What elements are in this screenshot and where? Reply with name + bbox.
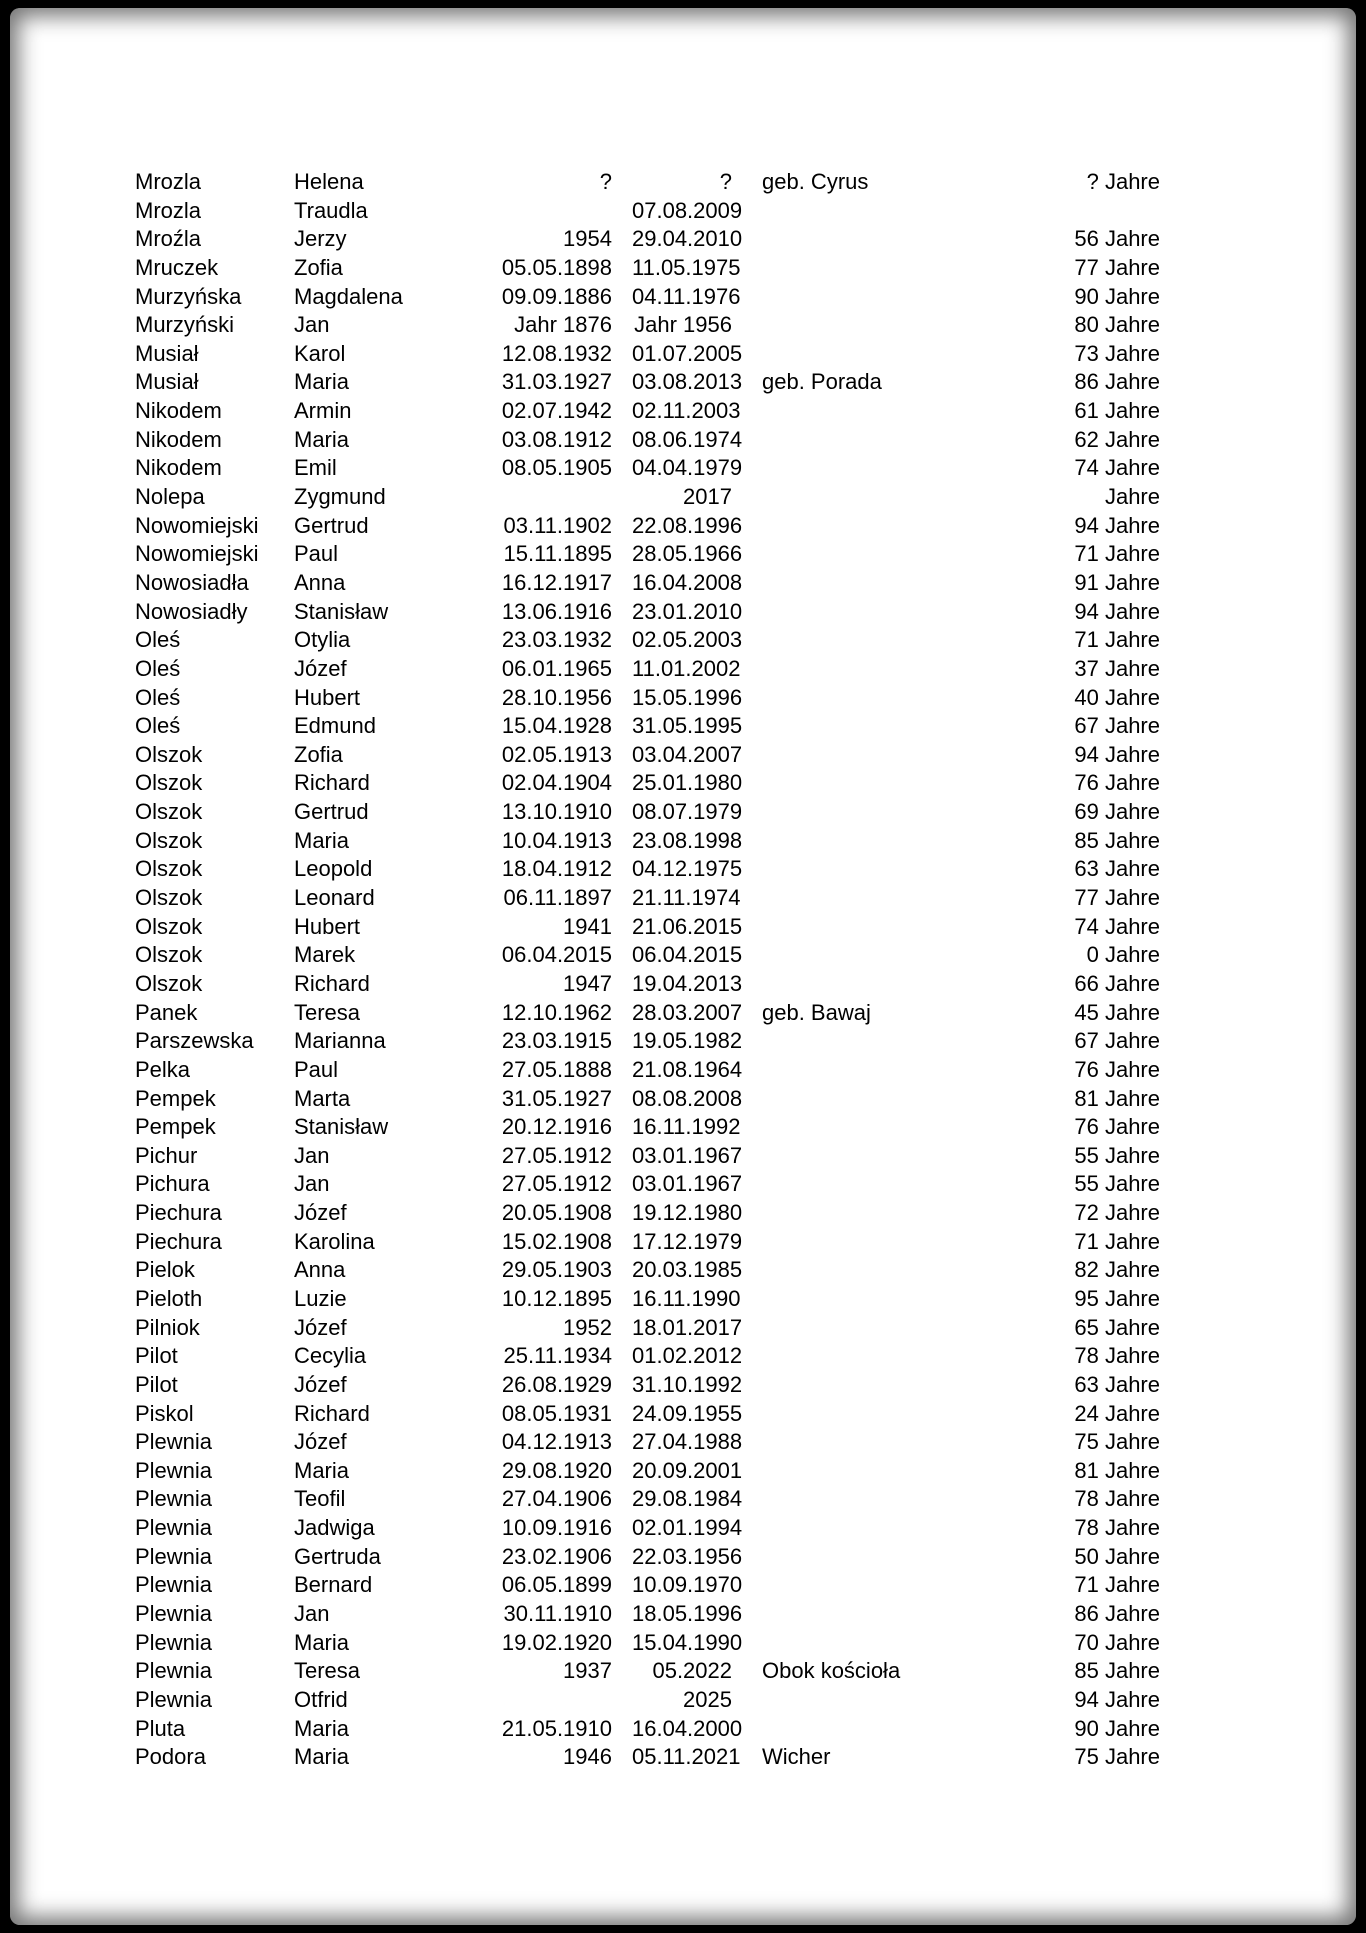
birth-date-cell: 08.05.1905 xyxy=(501,455,612,481)
note-cell: Wicher xyxy=(762,1744,831,1770)
age-cell: 71 Jahre xyxy=(1074,1228,1160,1254)
surname-cell: Olszok xyxy=(135,856,203,882)
surname-cell: Pilniok xyxy=(135,1314,200,1340)
surname-cell: Pieloth xyxy=(135,1285,203,1311)
first-name-cell: Józef xyxy=(294,1314,347,1340)
birth-date-cell: 15.04.1928 xyxy=(501,713,612,739)
age-cell: 55 Jahre xyxy=(1074,1171,1160,1197)
birth-date-cell: 13.06.1916 xyxy=(501,598,612,624)
surname-cell: Nikodem xyxy=(135,455,222,481)
age-cell: 71 Jahre xyxy=(1074,541,1160,567)
birth-date-cell: 23.02.1906 xyxy=(501,1543,612,1569)
first-name-cell: Emil xyxy=(294,455,337,481)
age-cell: 76 Jahre xyxy=(1074,1114,1160,1140)
age-cell: 78 Jahre xyxy=(1074,1486,1160,1512)
note-cell: geb. Porada xyxy=(762,369,882,395)
age-cell: 67 Jahre xyxy=(1074,1028,1160,1054)
first-name-cell: Hubert xyxy=(294,913,361,939)
birth-date-cell: 1952 xyxy=(563,1314,612,1340)
death-date-cell: 22.08.1996 xyxy=(632,512,743,538)
surname-cell: Pempek xyxy=(135,1114,216,1140)
first-name-cell: Helena xyxy=(294,169,364,194)
death-date-cell: 11.05.1975 xyxy=(632,254,741,280)
death-date-cell: ? xyxy=(719,169,732,194)
death-date-cell: 16.04.2000 xyxy=(632,1715,743,1741)
death-date-cell: 02.11.2003 xyxy=(632,398,741,424)
birth-date-cell: 29.05.1903 xyxy=(501,1257,612,1283)
first-name-cell: Leopold xyxy=(294,856,373,882)
birth-date-cell: 10.12.1895 xyxy=(501,1285,612,1311)
death-date-cell: 03.04.2007 xyxy=(632,741,743,767)
death-date-cell: 27.04.1988 xyxy=(632,1429,743,1455)
birth-date-cell: 19.02.1920 xyxy=(501,1629,612,1655)
surname-cell: Piechura xyxy=(135,1200,222,1226)
age-cell: 66 Jahre xyxy=(1074,970,1160,996)
birth-date-cell: 21.05.1910 xyxy=(501,1715,612,1741)
birth-date-cell: 30.11.1910 xyxy=(503,1601,612,1627)
surname-cell: Panek xyxy=(135,999,198,1025)
death-date-cell: 08.06.1974 xyxy=(632,426,743,452)
surname-cell: Pilot xyxy=(135,1371,178,1397)
birth-date-cell: 02.05.1913 xyxy=(501,741,612,767)
age-cell: 85 Jahre xyxy=(1074,827,1160,853)
age-cell: 75 Jahre xyxy=(1074,1429,1160,1455)
death-date-cell: 18.05.1996 xyxy=(632,1601,743,1627)
first-name-cell: Traudla xyxy=(294,197,368,223)
first-name-cell: Jerzy xyxy=(294,226,347,252)
age-cell: 72 Jahre xyxy=(1074,1200,1160,1226)
death-date-cell: 08.08.2008 xyxy=(632,1085,743,1111)
surname-cell: Oleś xyxy=(135,655,181,681)
death-date-cell: 06.04.2015 xyxy=(632,942,743,968)
birth-date-cell: 27.05.1912 xyxy=(501,1171,612,1197)
death-date-cell: Jahr 1956 xyxy=(634,312,732,338)
surname-cell: Plewnia xyxy=(135,1601,213,1627)
death-date-cell: 24.09.1955 xyxy=(632,1400,743,1426)
death-date-cell: 01.02.2012 xyxy=(632,1343,743,1369)
birth-date-cell: 15.11.1895 xyxy=(503,541,612,567)
death-date-cell: 01.07.2005 xyxy=(632,340,743,366)
surname-cell: Podora xyxy=(135,1744,206,1770)
age-cell: 90 Jahre xyxy=(1074,283,1160,309)
death-date-cell: 04.12.1975 xyxy=(632,856,743,882)
birth-date-cell: 03.08.1912 xyxy=(501,426,612,452)
first-name-cell: Maria xyxy=(294,1457,350,1483)
death-date-cell: 16.04.2008 xyxy=(632,569,743,595)
death-date-cell: 25.01.1980 xyxy=(632,770,743,796)
first-name-cell: Stanisław xyxy=(294,598,389,624)
first-name-cell: Gertruda xyxy=(294,1543,381,1569)
surname-cell: Oleś xyxy=(135,627,181,653)
first-name-cell: Teresa xyxy=(294,999,361,1025)
surname-cell: Musiał xyxy=(135,340,199,366)
surname-cell: Nowomiejski xyxy=(135,541,259,567)
surname-cell: Plewnia xyxy=(135,1686,213,1712)
death-date-cell: 28.03.2007 xyxy=(632,999,743,1025)
age-cell: 95 Jahre xyxy=(1074,1285,1160,1311)
death-date-cell: 11.01.2002 xyxy=(632,655,741,681)
birth-date-cell: 04.12.1913 xyxy=(501,1429,612,1455)
age-cell: Jahre xyxy=(1104,484,1160,510)
surname-cell: Plewnia xyxy=(135,1543,213,1569)
first-name-cell: Karol xyxy=(294,340,346,366)
first-name-cell: Anna xyxy=(294,1257,346,1283)
birth-date-cell: 08.05.1931 xyxy=(501,1400,612,1426)
first-name-cell: Józef xyxy=(294,1200,347,1226)
first-name-cell: Teresa xyxy=(294,1658,361,1684)
surname-cell: Nikodem xyxy=(135,398,222,424)
first-name-cell: Zofia xyxy=(294,254,343,280)
birth-date-cell: 27.05.1912 xyxy=(501,1142,612,1168)
age-cell: 90 Jahre xyxy=(1074,1715,1160,1741)
age-cell: 40 Jahre xyxy=(1074,684,1160,710)
death-date-cell: 31.10.1992 xyxy=(632,1371,743,1397)
death-date-cell: 19.05.1982 xyxy=(632,1028,743,1054)
birth-date-cell: 10.09.1916 xyxy=(501,1515,612,1541)
first-name-cell: Zygmund xyxy=(294,484,386,510)
age-cell: 45 Jahre xyxy=(1074,999,1160,1025)
surname-cell: Nikodem xyxy=(135,426,222,452)
birth-date-cell: 1941 xyxy=(563,913,612,939)
first-name-cell: Marianna xyxy=(294,1028,386,1054)
surname-cell: Nowosiadła xyxy=(135,569,249,595)
death-date-cell: 03.01.1967 xyxy=(632,1142,743,1168)
birth-date-cell: 06.01.1965 xyxy=(501,655,612,681)
first-name-cell: Marek xyxy=(294,942,356,968)
birth-date-cell: 05.05.1898 xyxy=(501,254,612,280)
age-cell: 86 Jahre xyxy=(1074,369,1160,395)
death-date-cell: 03.08.2013 xyxy=(632,369,743,395)
document-page xyxy=(10,8,1356,1925)
death-date-cell: 20.03.1985 xyxy=(632,1257,743,1283)
first-name-cell: Zofia xyxy=(294,741,343,767)
first-name-cell: Bernard xyxy=(294,1572,373,1598)
first-name-cell: Karolina xyxy=(294,1228,375,1254)
death-date-cell: 21.08.1964 xyxy=(632,1056,743,1082)
age-cell: 91 Jahre xyxy=(1074,569,1160,595)
surname-cell: Murzyński xyxy=(135,312,235,338)
death-date-cell: 29.04.2010 xyxy=(632,226,743,252)
surname-cell: Pichura xyxy=(135,1171,210,1197)
surname-cell: Olszok xyxy=(135,970,203,996)
age-cell: 63 Jahre xyxy=(1074,1371,1160,1397)
birth-date-cell: 20.05.1908 xyxy=(501,1200,612,1226)
first-name-cell: Józef xyxy=(294,655,347,681)
age-cell: 85 Jahre xyxy=(1074,1658,1160,1684)
age-cell: 86 Jahre xyxy=(1074,1601,1160,1627)
age-cell: 94 Jahre xyxy=(1074,1686,1160,1712)
death-date-cell: 2025 xyxy=(683,1686,732,1712)
death-date-cell: 28.05.1966 xyxy=(632,541,743,567)
first-name-cell: Luzie xyxy=(294,1285,347,1311)
birth-date-cell: 23.03.1915 xyxy=(501,1028,612,1054)
first-name-cell: Richard xyxy=(294,1400,370,1426)
surname-cell: Olszok xyxy=(135,885,203,911)
age-cell: 63 Jahre xyxy=(1074,856,1160,882)
surname-cell: Plewnia xyxy=(135,1457,213,1483)
death-date-cell: 31.05.1995 xyxy=(632,713,743,739)
age-cell: 70 Jahre xyxy=(1074,1629,1160,1655)
surname-cell: Piskol xyxy=(135,1400,194,1426)
first-name-cell: Edmund xyxy=(294,713,376,739)
age-cell: 62 Jahre xyxy=(1074,426,1160,452)
first-name-cell: Jan xyxy=(294,312,330,338)
first-name-cell: Józef xyxy=(294,1371,347,1397)
birth-date-cell: 15.02.1908 xyxy=(501,1228,612,1254)
death-date-cell: 07.08.2009 xyxy=(632,197,743,223)
birth-date-cell: ? xyxy=(599,169,612,194)
age-cell: 81 Jahre xyxy=(1074,1085,1160,1111)
first-name-cell: Maria xyxy=(294,1715,350,1741)
death-date-cell: 03.01.1967 xyxy=(632,1171,743,1197)
age-cell: 75 Jahre xyxy=(1074,1744,1160,1770)
first-name-cell: Armin xyxy=(294,398,352,424)
age-cell: 77 Jahre xyxy=(1074,254,1160,280)
age-cell: 55 Jahre xyxy=(1074,1142,1160,1168)
first-name-cell: Richard xyxy=(294,970,370,996)
surname-cell: Pielok xyxy=(135,1257,195,1283)
birth-date-cell: 09.09.1886 xyxy=(501,283,612,309)
surname-cell: Mrozla xyxy=(135,197,202,223)
age-cell: 77 Jahre xyxy=(1074,885,1160,911)
surname-cell: Olszok xyxy=(135,770,203,796)
death-date-cell: 23.01.2010 xyxy=(632,598,743,624)
first-name-cell: Paul xyxy=(294,1056,339,1082)
surname-cell: Pluta xyxy=(135,1715,186,1741)
first-name-cell: Jan xyxy=(294,1142,330,1168)
birth-date-cell: 10.04.1913 xyxy=(501,827,612,853)
first-name-cell: Jan xyxy=(294,1171,330,1197)
first-name-cell: Leonard xyxy=(294,885,375,911)
age-cell: 37 Jahre xyxy=(1074,655,1160,681)
first-name-cell: Gertrud xyxy=(294,512,369,538)
age-cell: 71 Jahre xyxy=(1074,1572,1160,1598)
death-date-cell: 04.11.1976 xyxy=(632,283,741,309)
note-cell: geb. Bawaj xyxy=(762,999,871,1025)
surname-cell: Pelka xyxy=(135,1056,191,1082)
note-cell: geb. Cyrus xyxy=(762,169,869,194)
death-date-cell: 20.09.2001 xyxy=(632,1457,743,1483)
first-name-cell: Maria xyxy=(294,1629,350,1655)
death-date-cell: 08.07.1979 xyxy=(632,799,743,825)
birth-date-cell: 23.03.1932 xyxy=(501,627,612,653)
age-cell: 71 Jahre xyxy=(1074,627,1160,653)
first-name-cell: Maria xyxy=(294,426,350,452)
age-cell: 94 Jahre xyxy=(1074,598,1160,624)
first-name-cell: Jadwiga xyxy=(294,1515,375,1541)
death-date-cell: 22.03.1956 xyxy=(632,1543,743,1569)
first-name-cell: Anna xyxy=(294,569,346,595)
death-date-cell: 2017 xyxy=(683,484,732,510)
age-cell: 74 Jahre xyxy=(1074,455,1160,481)
death-date-cell: 18.01.2017 xyxy=(632,1314,743,1340)
first-name-cell: Maria xyxy=(294,369,350,395)
age-cell: ? Jahre xyxy=(1086,169,1160,194)
death-date-cell: 19.12.1980 xyxy=(632,1200,743,1226)
age-cell: 78 Jahre xyxy=(1074,1515,1160,1541)
birth-date-cell: 06.05.1899 xyxy=(501,1572,612,1598)
birth-date-cell: 02.07.1942 xyxy=(501,398,612,424)
birth-date-cell: 27.05.1888 xyxy=(501,1056,612,1082)
birth-date-cell: 06.11.1897 xyxy=(503,885,612,911)
surname-cell: Olszok xyxy=(135,741,203,767)
surname-cell: Mroźla xyxy=(135,226,202,252)
birth-date-cell: 28.10.1956 xyxy=(501,684,612,710)
death-date-cell: 16.11.1992 xyxy=(632,1114,741,1140)
birth-date-cell: 12.10.1962 xyxy=(501,999,612,1025)
surname-cell: Pichur xyxy=(135,1142,198,1168)
birth-date-cell: 29.08.1920 xyxy=(501,1457,612,1483)
surname-cell: Piechura xyxy=(135,1228,222,1254)
first-name-cell: Maria xyxy=(294,827,350,853)
death-date-cell: 04.04.1979 xyxy=(632,455,743,481)
first-name-cell: Otylia xyxy=(294,627,351,653)
birth-date-cell: 1946 xyxy=(563,1744,612,1770)
age-cell: 94 Jahre xyxy=(1074,741,1160,767)
first-name-cell: Richard xyxy=(294,770,370,796)
birth-date-cell: 1947 xyxy=(563,970,612,996)
age-cell: 56 Jahre xyxy=(1074,226,1160,252)
first-name-cell: Magdalena xyxy=(294,283,403,309)
birth-date-cell: 13.10.1910 xyxy=(501,799,612,825)
death-date-cell: 05.11.2021 xyxy=(632,1744,741,1770)
surname-cell: Plewnia xyxy=(135,1629,213,1655)
birth-date-cell: 31.05.1927 xyxy=(501,1085,612,1111)
surname-cell: Olszok xyxy=(135,913,203,939)
death-date-cell: 21.06.2015 xyxy=(632,913,743,939)
death-date-cell: 15.05.1996 xyxy=(632,684,743,710)
age-cell: 76 Jahre xyxy=(1074,1056,1160,1082)
age-cell: 80 Jahre xyxy=(1074,312,1160,338)
age-cell: 67 Jahre xyxy=(1074,713,1160,739)
age-cell: 82 Jahre xyxy=(1074,1257,1160,1283)
surname-cell: Pilot xyxy=(135,1343,178,1369)
age-cell: 61 Jahre xyxy=(1074,398,1160,424)
age-cell: 78 Jahre xyxy=(1074,1343,1160,1369)
surname-cell: Nolepa xyxy=(135,484,205,510)
age-cell: 94 Jahre xyxy=(1074,512,1160,538)
birth-date-cell: 12.08.1932 xyxy=(501,340,612,366)
surname-cell: Oleś xyxy=(135,713,181,739)
age-cell: 74 Jahre xyxy=(1074,913,1160,939)
surname-cell: Pempek xyxy=(135,1085,216,1111)
birth-date-cell: 02.04.1904 xyxy=(501,770,612,796)
death-date-cell: 02.05.2003 xyxy=(632,627,743,653)
age-cell: 81 Jahre xyxy=(1074,1457,1160,1483)
age-cell: 76 Jahre xyxy=(1074,770,1160,796)
surname-cell: Mrozla xyxy=(135,169,202,194)
surname-cell: Parszewska xyxy=(135,1028,254,1054)
death-date-cell: 21.11.1974 xyxy=(632,885,741,911)
death-date-cell: 16.11.1990 xyxy=(632,1285,741,1311)
death-date-cell: 23.08.1998 xyxy=(632,827,743,853)
surname-cell: Plewnia xyxy=(135,1486,213,1512)
birth-date-cell: 1954 xyxy=(563,226,612,252)
surname-cell: Plewnia xyxy=(135,1572,213,1598)
birth-date-cell: 03.11.1902 xyxy=(503,512,612,538)
first-name-cell: Józef xyxy=(294,1429,347,1455)
age-cell: 73 Jahre xyxy=(1074,340,1160,366)
first-name-cell: Otfrid xyxy=(294,1686,348,1712)
surname-cell: Plewnia xyxy=(135,1658,213,1684)
birth-date-cell: 18.04.1912 xyxy=(501,856,612,882)
surname-cell: Musiał xyxy=(135,369,199,395)
surname-cell: Murzyńska xyxy=(135,283,242,309)
surname-cell: Olszok xyxy=(135,827,203,853)
age-cell: 50 Jahre xyxy=(1074,1543,1160,1569)
death-date-cell: 15.04.1990 xyxy=(632,1629,743,1655)
death-date-cell: 02.01.1994 xyxy=(632,1515,743,1541)
birth-date-cell: 31.03.1927 xyxy=(501,369,612,395)
birth-date-cell: 20.12.1916 xyxy=(501,1114,612,1140)
first-name-cell: Jan xyxy=(294,1601,330,1627)
surname-cell: Mruczek xyxy=(135,254,219,280)
birth-date-cell: 25.11.1934 xyxy=(503,1343,612,1369)
surname-cell: Nowosiadły xyxy=(135,598,248,624)
birth-date-cell: Jahr 1876 xyxy=(514,312,612,338)
birth-date-cell: 16.12.1917 xyxy=(501,569,612,595)
first-name-cell: Teofil xyxy=(294,1486,346,1512)
surname-cell: Olszok xyxy=(135,799,203,825)
birth-date-cell: 06.04.2015 xyxy=(501,942,612,968)
surname-cell: Nowomiejski xyxy=(135,512,259,538)
surname-cell: Oleś xyxy=(135,684,181,710)
first-name-cell: Paul xyxy=(294,541,339,567)
death-date-cell: 17.12.1979 xyxy=(632,1228,743,1254)
death-date-cell: 05.2022 xyxy=(652,1658,732,1684)
death-date-cell: 19.04.2013 xyxy=(632,970,743,996)
first-name-cell: Maria xyxy=(294,1744,350,1770)
age-cell: 65 Jahre xyxy=(1074,1314,1160,1340)
birth-date-cell: 1937 xyxy=(563,1658,612,1684)
first-name-cell: Gertrud xyxy=(294,799,369,825)
first-name-cell: Hubert xyxy=(294,684,361,710)
birth-date-cell: 26.08.1929 xyxy=(501,1371,612,1397)
first-name-cell: Cecylia xyxy=(294,1343,367,1369)
note-cell: Obok kościoła xyxy=(762,1658,901,1684)
age-cell: 69 Jahre xyxy=(1074,799,1160,825)
death-date-cell: 10.09.1970 xyxy=(632,1572,743,1598)
first-name-cell: Marta xyxy=(294,1085,351,1111)
surname-cell: Plewnia xyxy=(135,1515,213,1541)
age-cell: 24 Jahre xyxy=(1074,1400,1160,1426)
age-cell: 0 Jahre xyxy=(1086,942,1160,968)
first-name-cell: Stanisław xyxy=(294,1114,389,1140)
surname-cell: Olszok xyxy=(135,942,203,968)
death-date-cell: 29.08.1984 xyxy=(632,1486,743,1512)
birth-date-cell: 27.04.1906 xyxy=(501,1486,612,1512)
surname-cell: Plewnia xyxy=(135,1429,213,1455)
